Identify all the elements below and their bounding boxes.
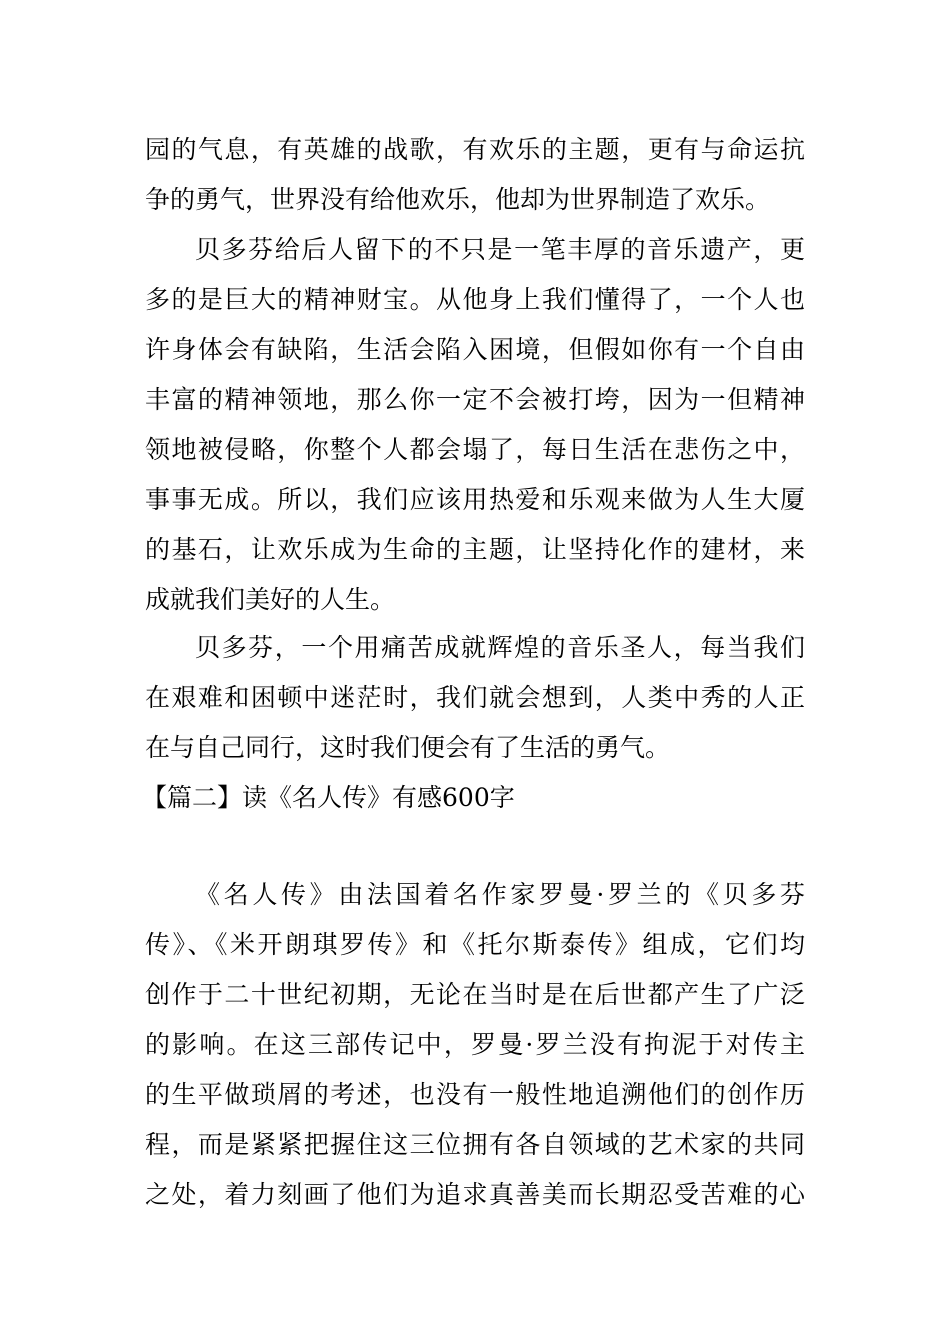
paragraph-line: 之处，着力刻画了他们为追求真善美而长期忍受苦难的心 — [145, 1180, 805, 1209]
paragraph-line: 在与自己同行，这时我们便会有了生活的勇气。 — [145, 733, 671, 762]
paragraph-line: 的影响。在这三部传记中，罗曼·罗兰没有拘泥于对传主 — [145, 1030, 805, 1059]
paragraph-line: 许身体会有缺陷，生活会陷入困境，但假如你有一个自由 — [145, 335, 805, 364]
paragraph-line: 《名人传》由法国着名作家罗曼·罗兰的《贝多芬 — [195, 880, 805, 909]
paragraph-line: 争的勇气，世界没有给他欢乐，他却为世界制造了欢乐。 — [145, 185, 771, 214]
paragraph-line: 领地被侵略，你整个人都会塌了，每日生活在悲伤之中， — [145, 435, 805, 464]
paragraph-line: 的基石，让欢乐成为生命的主题，让坚持化作的建材，来 — [145, 535, 805, 564]
paragraph-line: 成就我们美好的人生。 — [145, 585, 396, 614]
paragraph-line: 在艰难和困顿中迷茫时，我们就会想到，人类中秀的人正 — [145, 683, 805, 712]
paragraph-line: 园的气息，有英雄的战歌，有欢乐的主题，更有与命运抗 — [145, 135, 805, 164]
paragraph-line: 创作于二十世纪初期，无论在当时是在后世都产生了广泛 — [145, 980, 805, 1009]
paragraph-line: 贝多芬给后人留下的不只是一笔丰厚的音乐遗产，更 — [195, 235, 805, 264]
section-heading: 【篇二】读《名人传》有感600字 — [142, 783, 515, 812]
paragraph-line: 程，而是紧紧把握住这三位拥有各自领域的艺术家的共同 — [145, 1130, 805, 1159]
paragraph-line: 多的是巨大的精神财宝。从他身上我们懂得了，一个人也 — [145, 285, 805, 314]
paragraph-line: 贝多芬，一个用痛苦成就辉煌的音乐圣人，每当我们 — [195, 633, 805, 662]
paragraph-line: 事事无成。所以，我们应该用热爱和乐观来做为人生大厦 — [145, 485, 805, 514]
paragraph-line: 丰富的精神领地，那么你一定不会被打垮，因为一但精神 — [145, 385, 805, 414]
paragraph-line: 传》、《米开朗琪罗传》和《托尔斯泰传》组成，它们均 — [145, 930, 805, 959]
paragraph-line: 的生平做琐屑的考述，也没有一般性地追溯他们的创作历 — [145, 1080, 805, 1109]
